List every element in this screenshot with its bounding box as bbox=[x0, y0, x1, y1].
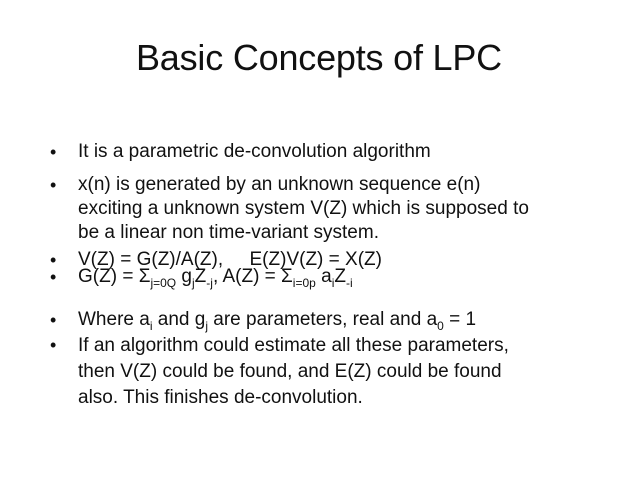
formula-subscript bbox=[150, 276, 176, 290]
formula-subscript: -j bbox=[206, 276, 213, 290]
formula-subscript: -i bbox=[345, 276, 353, 290]
bullet-dot: • bbox=[50, 142, 57, 162]
text-part: = 1 bbox=[443, 309, 477, 330]
text-part: are parameters, real and a bbox=[207, 309, 438, 330]
formula-part: g bbox=[176, 266, 192, 287]
formula-part: , A(Z) = Σ bbox=[212, 266, 293, 287]
bullet-text bbox=[78, 265, 608, 289]
text-part: Where a bbox=[78, 309, 150, 330]
formula-part: a bbox=[315, 266, 332, 287]
bullet-line: x(n) is generated by an unknown sequence e(n) bbox=[78, 174, 481, 195]
bullet-text bbox=[78, 173, 608, 245]
formula-subscript: j bbox=[192, 276, 195, 290]
bullet-line: If an algorithm could estimate all these parameters, bbox=[78, 335, 509, 356]
slide-title: Basic Concepts of LPC bbox=[136, 37, 502, 78]
text-part: and g bbox=[152, 309, 206, 330]
formula-subscript-text: Q bbox=[166, 276, 177, 290]
bullet-line: be a linear non time-variant system. bbox=[78, 222, 379, 243]
bullet-line: then V(Z) could be found, and E(Z) could be found bbox=[78, 361, 502, 382]
formula-subscript-text: p bbox=[309, 276, 316, 290]
formula-subscript-text: j=0 bbox=[150, 276, 167, 290]
text-subscript: 0 bbox=[437, 319, 444, 333]
formula-part: Z bbox=[334, 266, 346, 287]
bullet-dot: • bbox=[50, 310, 57, 330]
bullet-line: exciting a unknown system V(Z) which is supposed to bbox=[78, 198, 529, 219]
formula-subscript bbox=[293, 276, 316, 290]
formula-line bbox=[78, 265, 608, 289]
formula-subscript: i bbox=[331, 276, 335, 290]
formula-part: G(Z) = Σ bbox=[78, 266, 151, 287]
bullet-text bbox=[78, 333, 608, 411]
formula-subscript-text: i=0 bbox=[292, 276, 310, 290]
bullet-line: It is a parametric de-convolution algorithm bbox=[78, 141, 431, 162]
bullet-line: V(Z) = G(Z)/A(Z), E(Z)V(Z) = X(Z) bbox=[78, 249, 382, 270]
formula-part: Z bbox=[194, 266, 207, 287]
text-subscript: j bbox=[205, 319, 208, 333]
bullet-line: also. This finishes de-convolution. bbox=[78, 387, 363, 408]
bullet-dot: • bbox=[50, 250, 57, 270]
text-subscript: i bbox=[149, 319, 153, 333]
bullet-line bbox=[78, 308, 608, 332]
bullet-dot: • bbox=[50, 335, 57, 355]
bullet-dot: • bbox=[50, 267, 57, 287]
bullet-text bbox=[78, 308, 608, 332]
bullet-text bbox=[78, 140, 608, 164]
bullet-dot: • bbox=[50, 175, 57, 195]
